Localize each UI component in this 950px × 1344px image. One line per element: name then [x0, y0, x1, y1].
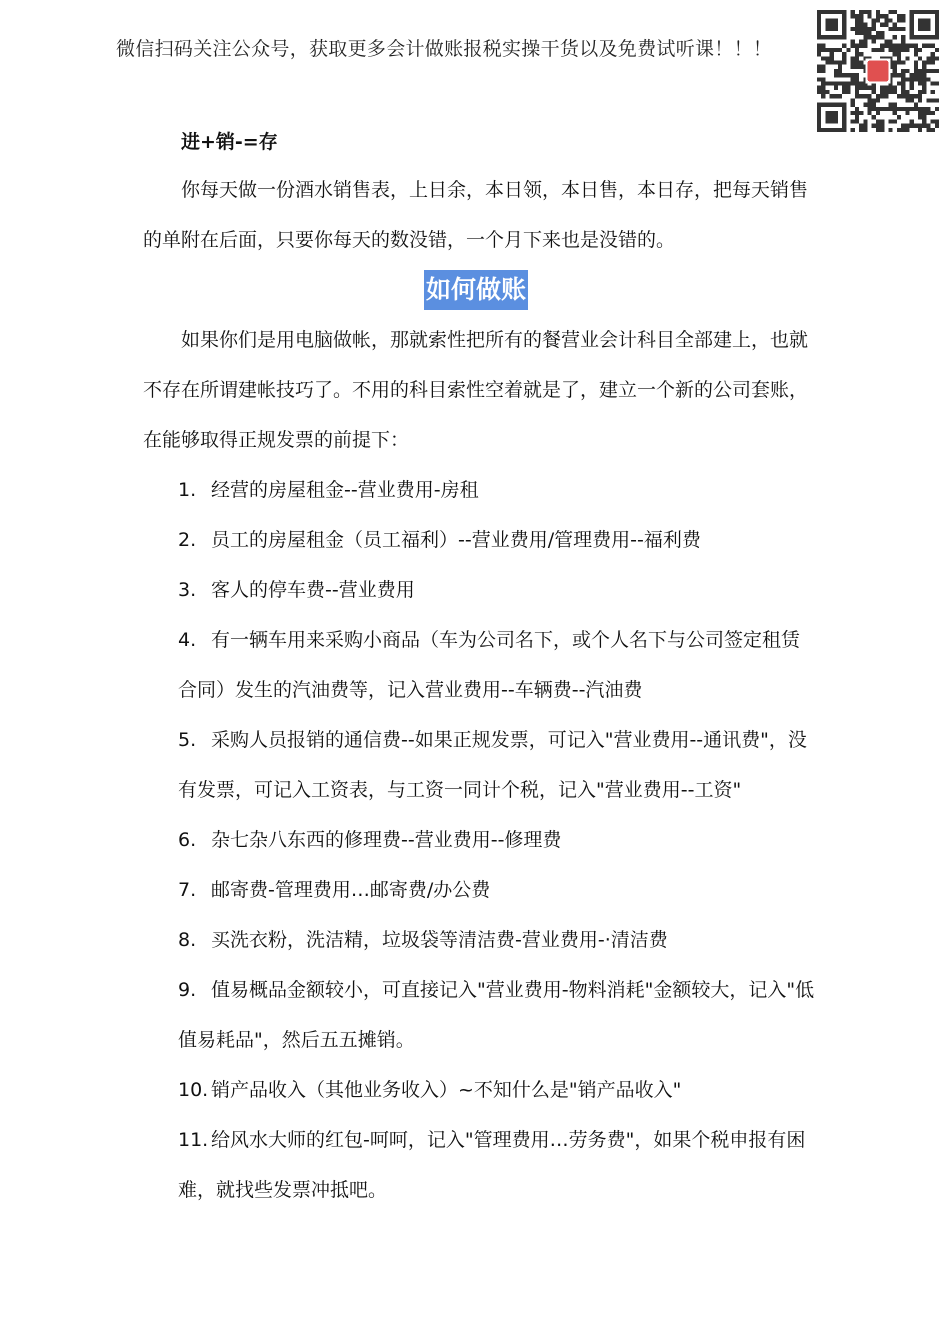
list-item [178, 815, 818, 865]
inventory-formula: 进+销-=存 [181, 131, 278, 153]
list-item [178, 465, 818, 515]
list-item-text: 值易概品金额较小，可直接记入"营业费用-物料消耗"金额较大，记入"低值易耗品"，然后五五摊销。 [178, 979, 815, 1051]
list-item-text: 买洗衣粉，洗洁精，垃圾袋等清洁费-营业费用-·清洁费 [211, 929, 668, 951]
list-item-text: 员工的房屋租金（员工福利）--营业费用/管理费用--福利费 [211, 529, 701, 551]
list-item-number: 3. [178, 579, 197, 601]
paragraph-bookkeeping: 如果你们是用电脑做帐，那就索性把所有的餐营业会计科目全部建上，也就不存在所谓建帐技巧了。不用的科目索性空着就是了，建立一个新的公司套账，在能够取得正规发票的前提下： [143, 329, 809, 451]
list-item-number: 11. [178, 1129, 209, 1151]
list-item [178, 715, 818, 815]
list-item [178, 615, 818, 715]
list-item-text: 经营的房屋租金--营业费用-房租 [211, 479, 479, 501]
list-item-text: 有一辆车用来采购小商品（车为公司名下，或个人名下与公司签定租赁合同）发生的汽油费等，记入营业费用--车辆费--汽油费 [178, 629, 801, 701]
list-item-number: 7. [178, 879, 197, 901]
list-item [178, 565, 818, 615]
section-title: 如何做账 [424, 270, 528, 310]
list-item-number: 2. [178, 529, 197, 551]
list-item [178, 515, 818, 565]
list-item-number: 9. [178, 979, 197, 1001]
list-item-number: 6. [178, 829, 197, 851]
list-item-number: 8. [178, 929, 197, 951]
list-item [178, 965, 818, 1065]
list-item-text: 客人的停车费--营业费用 [211, 579, 415, 601]
list-item-number: 1. [178, 479, 197, 501]
list-item-text: 销产品收入（其他业务收入）~不知什么是"销产品收入" [211, 1079, 682, 1101]
list-item-number: 4. [178, 629, 197, 651]
list-item-text: 采购人员报销的通信费--如果正规发票，可记入"营业费用--通讯费"，没有发票，可记入工资表，与工资一同计个税，记入"营业费用--工资" [178, 729, 807, 801]
list-item-number: 10. [178, 1079, 209, 1101]
expense-list [178, 465, 818, 1215]
list-item-text: 给风水大师的红包-呵呵，记入"管理费用…劳务费"，如果个税申报有困难，就找些发票冲抵吧。 [178, 1129, 806, 1201]
list-item-number: 5. [178, 729, 197, 751]
list-item [178, 1115, 818, 1215]
list-item [178, 915, 818, 965]
list-item [178, 1065, 818, 1115]
list-item [178, 865, 818, 915]
qr-code-icon[interactable] [817, 10, 939, 132]
list-item-text: 邮寄费-管理费用…邮寄费/办公费 [211, 879, 491, 901]
list-item-text: 杂七杂八东西的修理费--营业费用--修理费 [211, 829, 562, 851]
paragraph-liquor-sales: 你每天做一份酒水销售表，上日余，本日领，本日售，本日存，把每天销售的单附在后面，只要你每天的数没错，一个月下来也是没错的。 [143, 179, 809, 251]
promo-header-text: 微信扫码关注公众号，获取更多会计做账报税实操干货以及免费试听课！！！ [116, 38, 773, 60]
